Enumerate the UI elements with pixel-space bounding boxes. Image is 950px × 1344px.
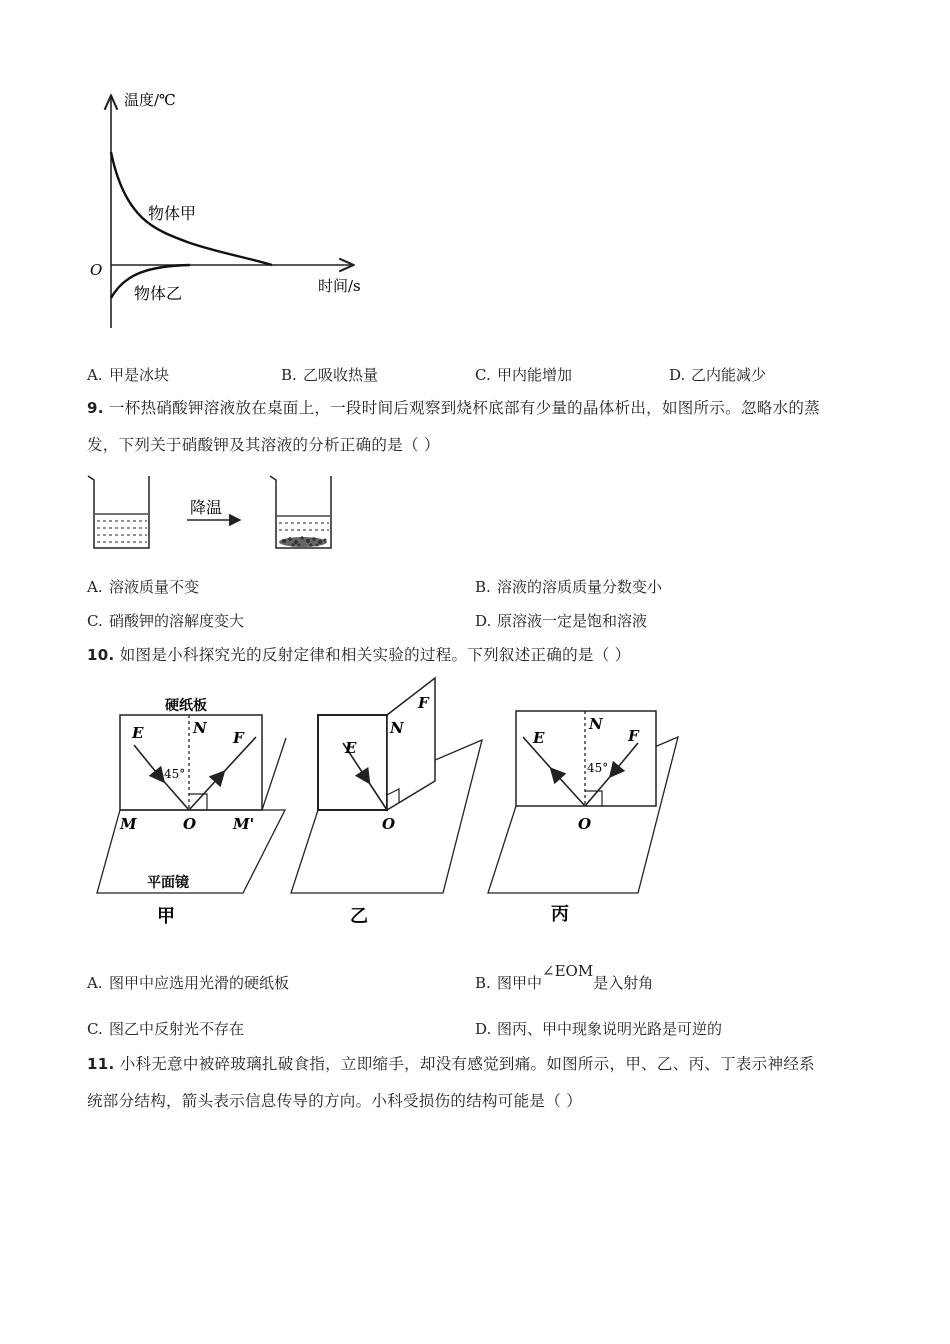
option-letter: C. <box>475 366 491 384</box>
label-o: O <box>382 815 396 833</box>
option-text: 乙吸收热量 <box>303 366 379 384</box>
option-text: 溶液的溶质质量分数变小 <box>497 578 663 596</box>
stem-text: 小科无意中被碎玻璃扎破食指，立即缩手，却没有感觉到痛。如图所示，甲、乙、丙、丁表示神经系 <box>119 1055 815 1073</box>
option-text: 图丙、甲中现象说明光路是可逆的 <box>497 1020 723 1038</box>
label-m: M <box>120 815 137 833</box>
option-letter: A. <box>87 974 103 992</box>
label-e: E <box>533 729 545 747</box>
beaker-before <box>88 476 149 548</box>
board-label: 硬纸板 <box>165 698 207 714</box>
light-reflection-figure <box>90 675 690 935</box>
label-o: O <box>578 815 592 833</box>
curve-a-label: 物体甲 <box>148 204 197 223</box>
label-f: F <box>233 729 244 747</box>
q11-stem-line1 <box>87 1052 815 1074</box>
beaker-cooling-figure <box>82 468 352 558</box>
label-f: F <box>628 727 639 745</box>
y-axis-label: 温度/℃ <box>124 91 176 109</box>
angle-label: 45° <box>164 767 186 781</box>
option-text: 图甲中应选用光滑的硬纸板 <box>109 974 290 992</box>
option-letter: A. <box>87 578 103 596</box>
option-text: 原溶液一定是饱和溶液 <box>497 612 648 630</box>
q11-stem-line2: 统部分结构，箭头表示信息传导的方向。小科受损伤的结构可能是（ ） <box>87 1092 583 1110</box>
cardboard <box>516 711 656 806</box>
q8-option-b[interactable] <box>281 364 378 385</box>
question-number: 9. <box>87 399 104 417</box>
label-n: N <box>193 719 207 737</box>
option-text: 甲内能增加 <box>497 366 573 384</box>
label-e: E <box>345 739 357 757</box>
q10-option-d[interactable] <box>475 1018 722 1039</box>
temperature-time-graph <box>80 85 380 335</box>
option-text: 图乙中反射光不存在 <box>109 1020 245 1038</box>
label-o: O <box>183 815 197 833</box>
q10-option-a[interactable] <box>87 972 289 993</box>
mirror-label: 平面镜 <box>147 875 189 891</box>
q8-option-c[interactable] <box>475 364 572 385</box>
panel-yi <box>291 678 482 927</box>
crystals <box>279 536 327 547</box>
q10-option-b[interactable] <box>475 962 654 993</box>
cooling-label: 降温 <box>190 498 223 517</box>
panel-label-jia: 甲 <box>157 906 175 927</box>
option-text: 乙内能减少 <box>691 366 767 384</box>
panel-bing <box>488 711 678 925</box>
q9-stem-line1 <box>87 396 820 418</box>
q9-option-d[interactable] <box>475 610 647 631</box>
label-m-prime: M' <box>233 815 255 833</box>
option-letter: D. <box>475 1020 492 1038</box>
q8-option-a[interactable] <box>87 364 169 385</box>
question-number: 10. <box>87 646 115 664</box>
option-text: 溶液质量不变 <box>109 578 200 596</box>
origin-label: O <box>90 261 103 279</box>
label-n: N <box>589 715 603 733</box>
option-text: 硝酸钾的溶解度变大 <box>109 612 245 630</box>
q9-option-a[interactable] <box>87 576 199 597</box>
option-letter: A. <box>87 366 103 384</box>
option-letter: C. <box>87 1020 103 1038</box>
stem-text: 如图是小科探究光的反射定律和相关实验的过程。下列叙述正确的是（ ） <box>119 646 631 664</box>
option-letter: B. <box>281 366 297 384</box>
curve-b-label: 物体乙 <box>134 284 183 303</box>
label-f: F <box>418 694 429 712</box>
option-text: 甲是冰块 <box>109 366 170 384</box>
question-number: 11. <box>87 1055 115 1073</box>
option-letter: D. <box>669 366 686 384</box>
panel-jia <box>97 697 286 927</box>
x-axis-label: 时间/s <box>318 277 361 295</box>
option-letter: B. <box>475 974 491 992</box>
q9-stem-line2: 发，下列关于硝酸钾及其溶液的分析正确的是（ ） <box>87 436 440 454</box>
option-text-after: 是入射角 <box>593 974 654 992</box>
stem-text: 一杯热硝酸钾溶液放在桌面上，一段时间后观察到烧杯底部有少量的晶体析出，如图所示。忽略水的蒸 <box>108 399 820 417</box>
panel-label-bing: 丙 <box>551 904 569 925</box>
angle-label: 45° <box>587 761 609 775</box>
option-letter: B. <box>475 578 491 596</box>
q9-option-c[interactable] <box>87 610 244 631</box>
option-text: 图甲中 <box>497 974 543 992</box>
label-n: N <box>390 719 404 737</box>
panel-label-yi: 乙 <box>350 906 368 927</box>
q9-option-b[interactable] <box>475 576 662 597</box>
option-letter: C. <box>87 612 103 630</box>
angle-eom: ∠EOM <box>542 962 594 980</box>
label-e: E <box>132 724 144 742</box>
q10-stem <box>87 643 631 665</box>
q10-option-c[interactable] <box>87 1018 244 1039</box>
option-letter: D. <box>475 612 492 630</box>
q8-option-d[interactable] <box>669 364 766 385</box>
beaker-after <box>270 476 331 548</box>
